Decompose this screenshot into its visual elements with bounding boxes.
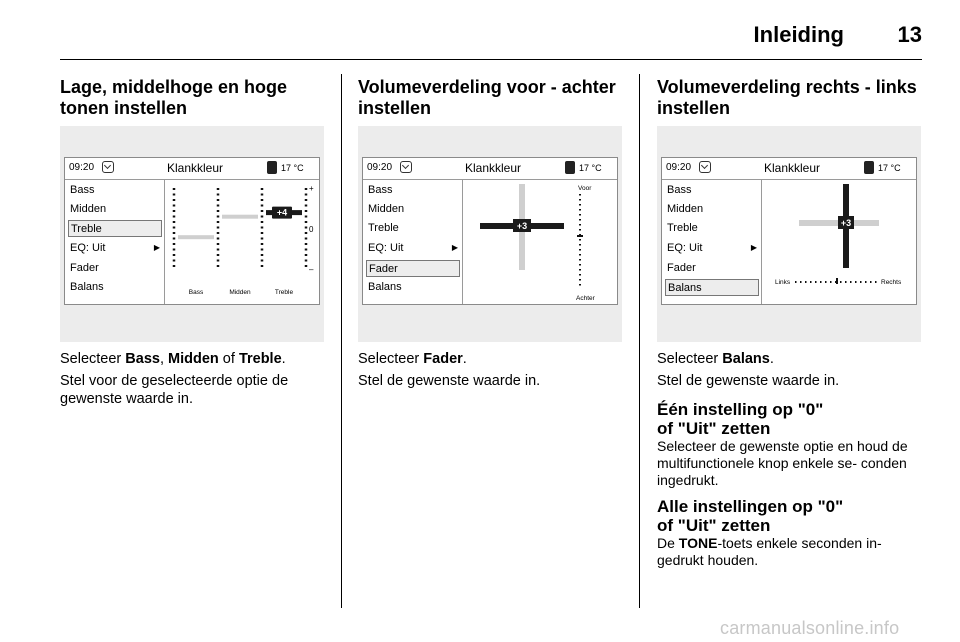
fader-graphic-area	[464, 180, 617, 304]
treble-axis-label: Treble	[274, 289, 294, 296]
screen-image-tones	[60, 126, 324, 342]
display-title: Klankkleur	[464, 161, 522, 175]
sub-heading-all-1: Alle instellingen op "0"	[657, 497, 844, 516]
bold-tone: TONE	[678, 535, 718, 551]
bold-bass: Bass	[125, 351, 160, 367]
menu-item-fader[interactable]: Fader	[366, 260, 460, 277]
fader-graphic	[464, 180, 617, 304]
menu-item-bass[interactable]: Bass	[368, 184, 393, 196]
menu-item-midden[interactable]: Midden	[368, 203, 405, 215]
treble-value-text: +4	[276, 207, 288, 218]
fader-para-2: Stel de gewenste waarde in.	[358, 373, 541, 389]
section-heading-tones: Lage, middelhoge en hoge tonen instellen	[60, 77, 288, 118]
fader-rear-label: Achter	[576, 295, 595, 302]
menu-item-midden[interactable]: Midden	[70, 203, 107, 215]
scale-minus-label: –	[309, 265, 314, 274]
page-number: 13	[897, 22, 922, 47]
balance-graphic	[763, 180, 916, 304]
display-time: 09:20	[69, 162, 95, 173]
display-topbar	[662, 158, 916, 180]
menu-item-balans[interactable]: Balans	[70, 281, 104, 293]
clock-icon	[699, 161, 711, 173]
bass-level-bar[interactable]	[178, 235, 214, 239]
clock-icon	[400, 161, 412, 173]
chevron-right-icon: ▶	[451, 243, 458, 252]
eq-sliders	[166, 180, 319, 304]
display-screen	[362, 157, 618, 305]
section-heading-fader: Volumeverdeling voor - achter instellen	[358, 77, 616, 118]
menu-item-eq-label: EQ: Uit	[368, 242, 404, 254]
column-divider-1	[341, 74, 342, 608]
eq-slider-graphic	[166, 180, 319, 304]
display-time: 09:20	[367, 162, 393, 173]
screen-image-balance	[657, 126, 921, 342]
midden-level-bar[interactable]	[222, 215, 258, 219]
screen-image-fader	[358, 126, 622, 342]
balance-left-label: Links	[775, 279, 791, 286]
column-balance	[657, 77, 921, 123]
page-header	[60, 18, 922, 60]
balance-graphic-area	[763, 180, 916, 304]
display-menu	[662, 180, 762, 304]
thermometer-icon	[267, 161, 277, 174]
menu-item-treble[interactable]: Treble	[667, 222, 698, 234]
bold-fader: Fader	[423, 351, 463, 367]
chevron-right-icon: ▶	[153, 243, 160, 252]
text-fragment: .	[281, 351, 286, 367]
fader-position-marker	[577, 235, 583, 237]
text-fragment: .	[462, 351, 467, 367]
fader-para-1	[358, 350, 628, 368]
display-menu	[65, 180, 165, 304]
display-topbar	[65, 158, 319, 180]
column-fader	[358, 77, 622, 123]
chevron-right-icon: ▶	[750, 243, 757, 252]
menu-item-treble[interactable]: Treble	[68, 220, 162, 237]
fader-value-text: +3	[516, 221, 528, 231]
text-fragment: De	[657, 535, 679, 551]
thermometer-icon	[565, 161, 575, 174]
menu-item-eq[interactable]	[68, 240, 162, 257]
display-topbar	[363, 158, 617, 180]
bass-axis-label: Bass	[188, 289, 204, 296]
column-tones	[60, 77, 324, 123]
tones-para-1	[60, 350, 330, 368]
scale-zero-label: 0	[309, 225, 314, 234]
sub-body-single: Selecteer de gewenste optie en houd de multifunctionele knop enkele se- conden ingedrukt.	[657, 438, 908, 488]
menu-item-eq[interactable]	[366, 240, 460, 257]
menu-item-eq[interactable]	[665, 240, 759, 257]
bold-treble: Treble	[238, 351, 282, 367]
sub-heading-all-2: of "Uit" zetten	[657, 516, 771, 535]
text-fragment: .	[769, 351, 774, 367]
display-temperature: 17 °C	[878, 163, 901, 173]
clock-icon	[102, 161, 114, 173]
menu-item-fader[interactable]: Fader	[70, 262, 99, 274]
text-fragment: ,	[159, 351, 169, 367]
bold-midden: Midden	[168, 351, 219, 367]
display-title: Klankkleur	[763, 161, 821, 175]
display-temperature: 17 °C	[281, 163, 304, 173]
bold-balans: Balans	[722, 351, 770, 367]
scale-plus-label: +	[309, 184, 314, 193]
sub-heading-single-1: Één instelling op "0"	[657, 400, 824, 419]
text-fragment: -toets enkele seconden in- gedrukt houden.	[657, 535, 882, 568]
balance-position-marker	[836, 278, 838, 284]
text-fragment: Selecteer	[657, 351, 723, 367]
menu-item-midden[interactable]: Midden	[667, 203, 704, 215]
sub-heading-single-2: of "Uit" zetten	[657, 419, 771, 438]
menu-item-treble[interactable]: Treble	[368, 222, 399, 234]
display-time: 09:20	[666, 162, 692, 173]
menu-item-eq-label: EQ: Uit	[70, 242, 106, 254]
sub-section-all-reset	[657, 497, 927, 569]
display-title: Klankkleur	[166, 161, 224, 175]
header-title: Inleiding	[753, 22, 844, 47]
menu-item-balans[interactable]: Balans	[665, 279, 759, 296]
display-temperature: 17 °C	[579, 163, 602, 173]
tones-instructions	[60, 350, 330, 408]
menu-item-balans[interactable]: Balans	[368, 281, 402, 293]
display-screen	[661, 157, 917, 305]
menu-item-bass[interactable]: Bass	[70, 184, 95, 196]
fader-instructions	[358, 350, 628, 390]
text-fragment: of	[218, 351, 239, 367]
midden-axis-label: Midden	[229, 289, 251, 296]
sub-body-all	[657, 535, 927, 569]
balance-value-text: +3	[840, 218, 852, 228]
balance-para-2: Stel de gewenste waarde in.	[657, 373, 840, 389]
balance-right-label: Rechts	[881, 279, 902, 286]
column-divider-2	[639, 74, 640, 608]
menu-item-eq-label: EQ: Uit	[667, 242, 703, 254]
section-heading-balance: Volumeverdeling rechts - links instellen	[657, 77, 917, 118]
display-menu	[363, 180, 463, 304]
balance-para-1	[657, 350, 927, 368]
balance-instructions	[657, 350, 927, 569]
display-screen	[64, 157, 320, 305]
fader-front-label: Voor	[578, 185, 592, 192]
menu-item-bass[interactable]: Bass	[667, 184, 692, 196]
text-fragment: Selecteer	[358, 351, 424, 367]
menu-item-fader[interactable]: Fader	[667, 262, 696, 274]
watermark: carmanualsonline.info	[720, 618, 900, 638]
sub-section-single-reset	[657, 400, 927, 489]
tones-para-2: Stel voor de geselecteerde optie de gewenste waarde in.	[60, 373, 289, 407]
thermometer-icon	[864, 161, 874, 174]
text-fragment: Selecteer	[60, 351, 126, 367]
